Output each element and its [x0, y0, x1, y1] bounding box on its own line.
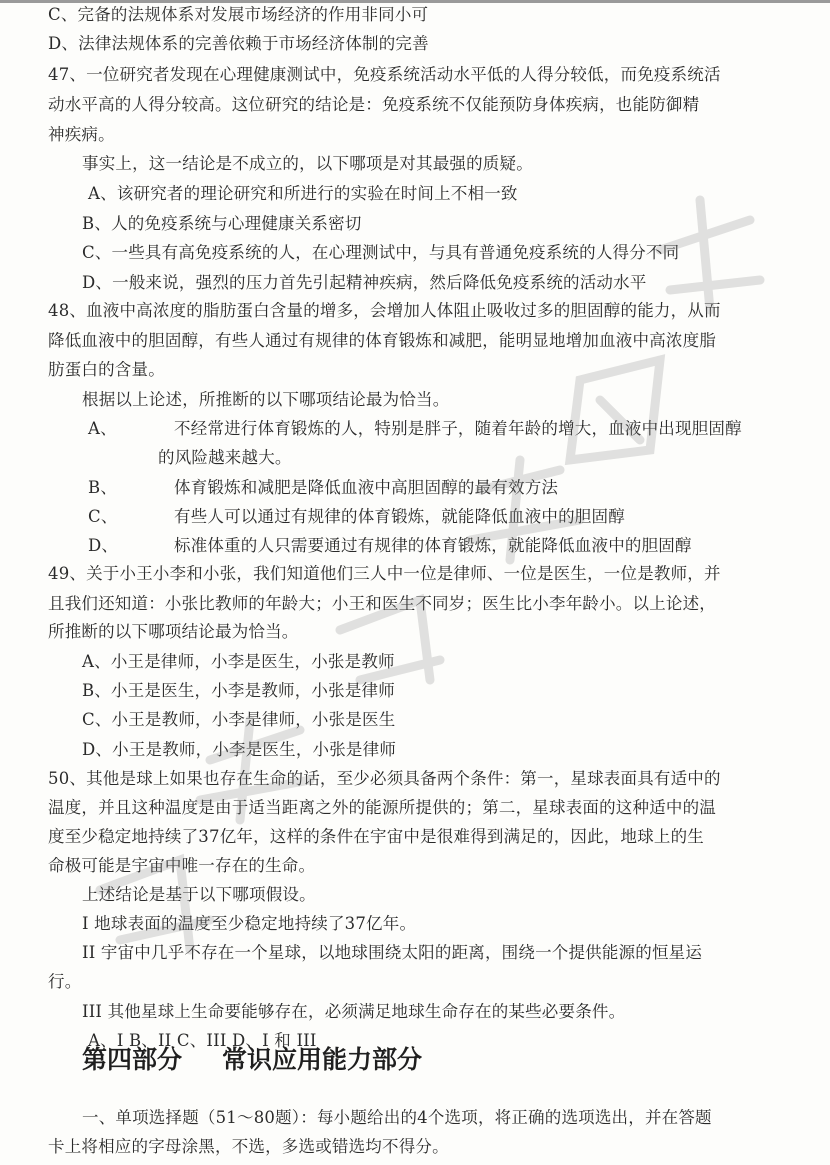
- text-line: B、人的免疫系统与心理健康关系密切: [82, 214, 362, 233]
- text-line: 命极可能是宇宙中唯一存在的生命。: [48, 856, 316, 875]
- option-text: 有些人可以通过有规律的体育锻炼，就能降低血液中的胆固醇: [174, 507, 625, 526]
- text-line: [88, 506, 830, 528]
- text-line: 一、单项选择题（51～80题）：每小题给出的4个选项，将正确的选项选出，并在答题: [82, 1108, 712, 1127]
- text-line: 48、血液中高浓度的脂肪蛋白含量的增多，会增加人体阻止吸收过多的胆固醇的能力，从而: [48, 301, 721, 320]
- text-line: 行。: [48, 972, 82, 991]
- text-line: [88, 535, 830, 557]
- option-text: 标准体重的人只需要通过有规律的体育锻炼，就能降低血液中的胆固醇: [174, 536, 692, 555]
- option-label: D、: [88, 536, 119, 555]
- option-text: 体育锻炼和减肥是降低血液中高胆固醇的最有效方法: [174, 478, 559, 497]
- text-line: [88, 477, 830, 499]
- text-line: [88, 418, 830, 440]
- text-line: III 其他星球上生命要能够存在，必须满足地球生命存在的某些必要条件。: [82, 1002, 626, 1021]
- section-title-text: 常识应用能力部分: [222, 1045, 423, 1074]
- option-label: A、: [88, 419, 117, 438]
- text-line: 度至少稳定地持续了37亿年，这样的条件在宇宙中是很难得到满足的，因此，地球上的生: [48, 827, 704, 846]
- text-line: 降低血液中的胆固醇，有些人通过有规律的体育锻炼和减肥，能明显地增加血液中高浓度脂: [48, 331, 716, 350]
- text-line: 肪蛋白的含量。: [48, 360, 165, 379]
- text-line: A、I B、II C、III D、I 和 III: [88, 1031, 317, 1050]
- text-line: A、小王是律师，小李是医生，小张是教师: [82, 652, 395, 671]
- text-line: II 宇宙中几乎不存在一个星球，以地球围绕太阳的距离，围绕一个提供能源的恒星运: [82, 943, 703, 962]
- text-line: C、完备的法规体系对发展市场经济的作用非同小可: [48, 5, 429, 24]
- text-line: C、小王是教师，小李是律师，小张是医生: [82, 710, 396, 729]
- option-label: C、: [88, 507, 118, 526]
- text-line: 49、关于小王小李和小张，我们知道他们三人中一位是律师、一位是医生，一位是教师，并: [48, 564, 721, 583]
- text-line: 根据以上论述，所推断的以下哪项结论最为恰当。: [82, 390, 450, 409]
- text-line: 卡上将相应的字母涂黑，不选，多选或错选均不得分。: [48, 1137, 449, 1156]
- text-line: D、法律法规体系的完善依赖于市场经济体制的完善: [48, 34, 429, 53]
- text-line: D、一般来说，强烈的压力首先引起精神疾病，然后降低免疫系统的活动水平: [82, 273, 647, 292]
- option-text: 不经常进行体育锻炼的人，特别是胖子，随着年龄的增大，血液中出现胆固醇: [174, 419, 742, 438]
- text-line: 神疾病。: [48, 125, 115, 144]
- text-line: 上述结论是基于以下哪项假设。: [82, 885, 316, 904]
- top-border: [0, 0, 830, 3]
- text-line: 所推断的以下哪项结论最为恰当。: [48, 622, 299, 641]
- text-line: 的风险越来越大。: [158, 448, 292, 467]
- text-line: 且我们还知道：小张比教师的年龄大；小王和医生不同岁；医生比小李年龄小。以上论述，: [48, 594, 716, 613]
- text-line: D、小王是教师，小李是医生，小张是律师: [82, 740, 397, 759]
- text-line: 温度，并且这种温度是由于适当距离之外的能源所提供的；第二，星球表面的这种适中的温: [48, 798, 716, 817]
- text-line: A、该研究者的理论研究和所进行的实验在时间上不相一致: [88, 184, 518, 203]
- text-line: 动水平高的人得分较高。这位研究的结论是：免疫系统不仅能预防身体疾病，也能防御精: [48, 95, 700, 114]
- text-line: I 地球表面的温度至少稳定地持续了37亿年。: [82, 914, 417, 933]
- text-line: B、小王是医生，小李是教师，小张是律师: [82, 681, 395, 700]
- section-part: 第四部分: [82, 1045, 183, 1074]
- section-heading: [82, 1043, 422, 1077]
- text-line: 50、其他是球上如果也存在生命的话，至少必须具备两个条件：第一，星球表面具有适中的: [48, 769, 721, 788]
- text-line: 47、一位研究者发现在心理健康测试中，免疫系统活动水平低的人得分较低，而免疫系统活: [48, 65, 721, 84]
- option-label: B、: [88, 478, 118, 497]
- text-line: C、一些具有高免疫系统的人，在心理测试中，与具有普通免疫系统的人得分不同: [82, 243, 680, 262]
- text-line: 事实上，这一结论是不成立的，以下哪项是对其最强的质疑。: [82, 154, 533, 173]
